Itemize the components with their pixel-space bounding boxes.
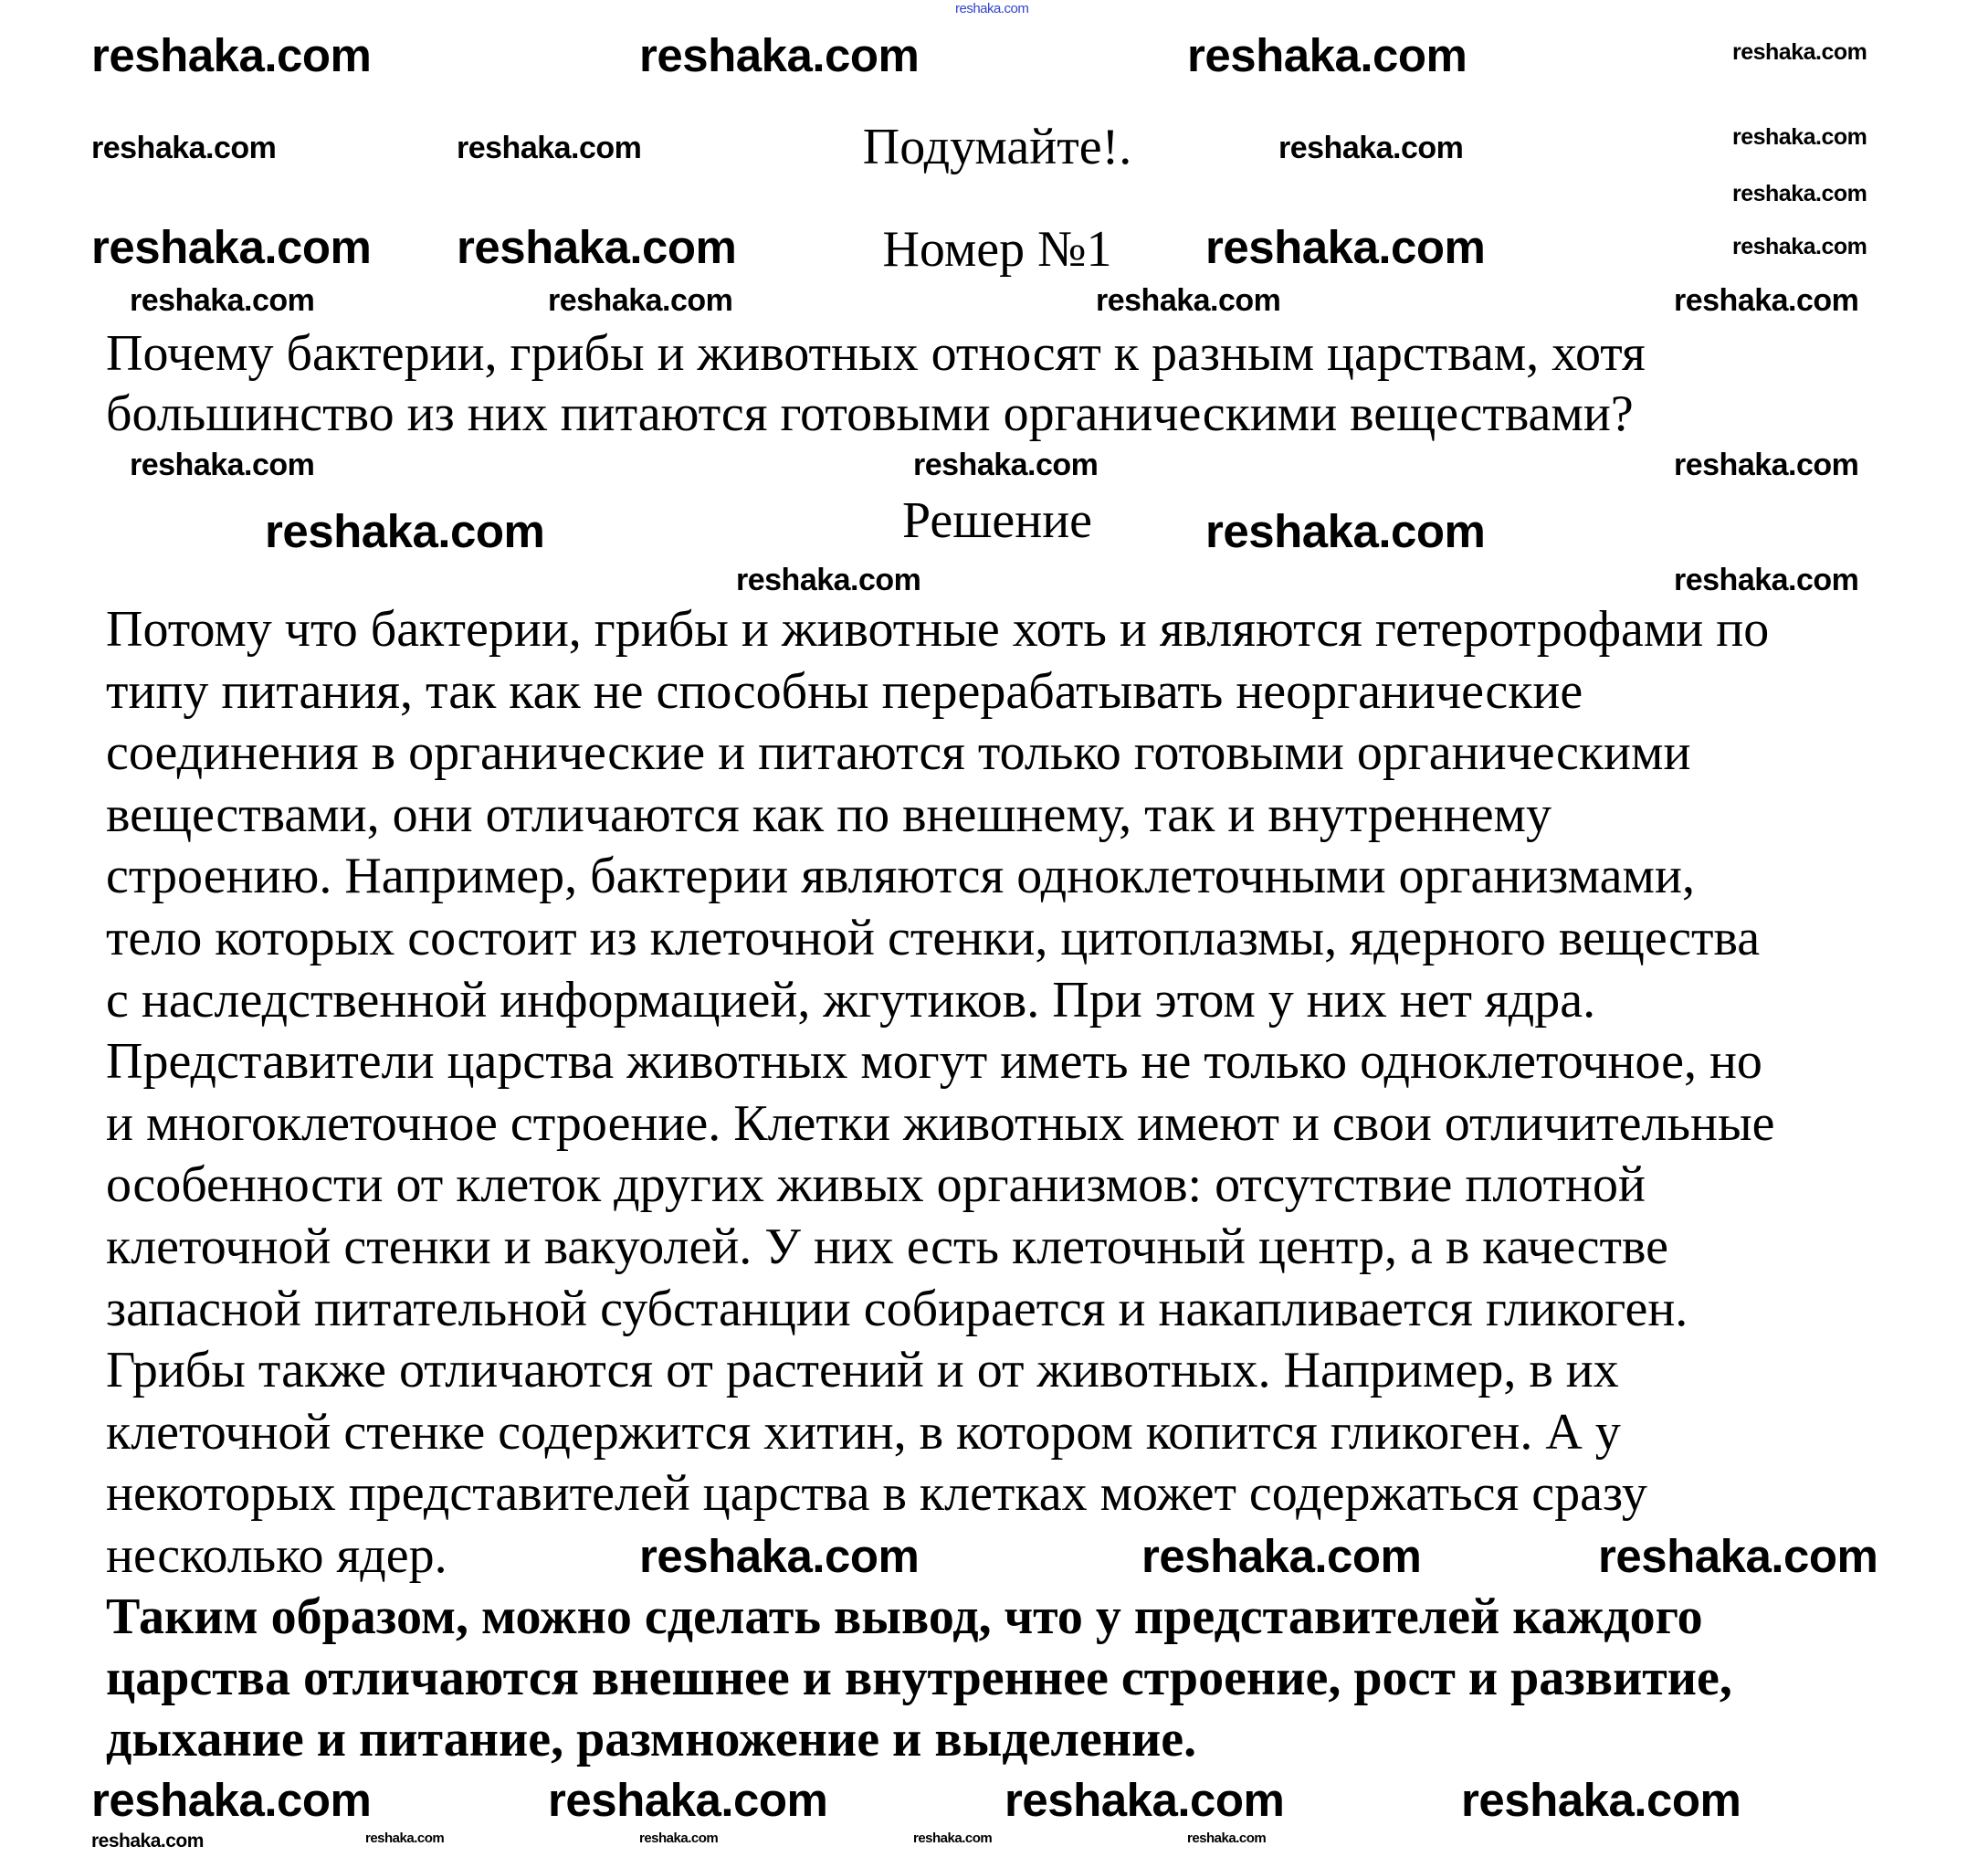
answer-line: типу питания, так как не способны перерабатывать неорганические bbox=[106, 662, 1583, 720]
watermark: reshaka.com bbox=[457, 221, 737, 273]
watermark: reshaka.com bbox=[1096, 283, 1281, 318]
watermark: reshaka.com bbox=[1732, 234, 1867, 259]
watermark: reshaka.com bbox=[1461, 1774, 1741, 1826]
watermark: reshaka.com bbox=[1005, 1774, 1285, 1826]
watermark: reshaka.com bbox=[1732, 124, 1867, 150]
watermark: reshaka.com bbox=[265, 505, 545, 557]
answer-line: Потому что бактерии, грибы и животные хоть и являются гетеротрофами по bbox=[106, 601, 1770, 658]
watermark: reshaka.com bbox=[1205, 221, 1486, 273]
answer-line: клеточной стенки и вакуолей. У них есть клеточный центр, а в качестве bbox=[106, 1219, 1668, 1275]
watermark: reshaka.com bbox=[1187, 29, 1467, 81]
watermark: reshaka.com bbox=[1205, 505, 1486, 557]
watermark: reshaka.com bbox=[130, 448, 315, 482]
answer-line: клеточной стенке содержится хитин, в котором копится гликоген. А у bbox=[106, 1403, 1621, 1461]
watermark: reshaka.com bbox=[457, 131, 642, 165]
watermark: reshaka.com bbox=[639, 1831, 719, 1846]
watermark: reshaka.com bbox=[736, 563, 921, 597]
task-number: Номер №1 bbox=[882, 221, 1112, 278]
watermark: reshaka.com bbox=[91, 29, 372, 81]
conclusion-line: дыхание и питание, размножение и выделение. bbox=[106, 1711, 1197, 1767]
watermark: reshaka.com bbox=[1732, 181, 1867, 206]
watermark: reshaka.com bbox=[91, 131, 277, 165]
watermark: reshaka.com bbox=[91, 1774, 372, 1826]
watermark: reshaka.com bbox=[955, 1, 1029, 16]
answer-line: тело которых состоит из клеточной стенки, цитоплазмы, ядерного вещества bbox=[106, 910, 1761, 966]
watermark: reshaka.com bbox=[1674, 448, 1859, 482]
conclusion-line: Таким образом, можно сделать вывод, что у представителей каждого bbox=[106, 1588, 1703, 1645]
watermark: reshaka.com bbox=[639, 29, 920, 81]
watermark: reshaka.com bbox=[1278, 131, 1464, 165]
watermark: reshaka.com bbox=[913, 448, 1099, 482]
watermark: reshaka.com bbox=[548, 1774, 828, 1826]
answer-line: запасной питательной субстанции собирается и накапливается гликоген. bbox=[106, 1280, 1688, 1337]
answer-line: строению. Например, бактерии являются одноклеточными организмами, bbox=[106, 848, 1695, 905]
watermark: reshaka.com bbox=[91, 1831, 204, 1852]
watermark: reshaka.com bbox=[1598, 1530, 1878, 1582]
question-line: большинство из них питаются готовыми органическими веществами? bbox=[106, 385, 1634, 442]
watermark: reshaka.com bbox=[130, 283, 315, 318]
watermark: reshaka.com bbox=[1732, 39, 1867, 65]
watermark: reshaka.com bbox=[1141, 1530, 1422, 1582]
watermark: reshaka.com bbox=[365, 1831, 445, 1846]
conclusion-line: царства отличаются внешнее и внутреннее строение, рост и развитие, bbox=[106, 1650, 1732, 1706]
answer-line: особенности от клеток других живых организмов: отсутствие плотной bbox=[106, 1156, 1646, 1214]
answer-line: Грибы также отличаются от растений и от животных. Например, в их bbox=[106, 1342, 1619, 1399]
watermark: reshaka.com bbox=[1187, 1831, 1267, 1846]
question-line: Почему бактерии, грибы и животных относят к разным царствам, хотя bbox=[106, 325, 1646, 382]
answer-line: Представители царства животных могут иметь не только одноклеточное, но bbox=[106, 1033, 1762, 1091]
solution-heading: Решение bbox=[901, 492, 1093, 549]
answer-line: соединения в органические и питаются только готовыми органическими bbox=[106, 724, 1691, 782]
watermark: reshaka.com bbox=[91, 221, 372, 273]
watermark: reshaka.com bbox=[639, 1530, 920, 1582]
answer-line: несколько ядер. bbox=[106, 1527, 447, 1584]
answer-line: веществами, они отличаются как по внешнему, так и внутреннему bbox=[106, 786, 1551, 843]
page-title: Подумайте!. bbox=[862, 119, 1132, 175]
watermark: reshaka.com bbox=[548, 283, 733, 318]
answer-line: с наследственной информацией, жгутиков. При этом у них нет ядра. bbox=[106, 971, 1596, 1029]
answer-line: некоторых представителей царства в клетках может содержаться сразу bbox=[106, 1465, 1647, 1523]
watermark: reshaka.com bbox=[913, 1831, 993, 1846]
watermark: reshaka.com bbox=[1674, 563, 1859, 597]
watermark: reshaka.com bbox=[1674, 283, 1859, 318]
answer-line: и многоклеточное строение. Клетки животных имеют и свои отличительные bbox=[106, 1094, 1775, 1152]
